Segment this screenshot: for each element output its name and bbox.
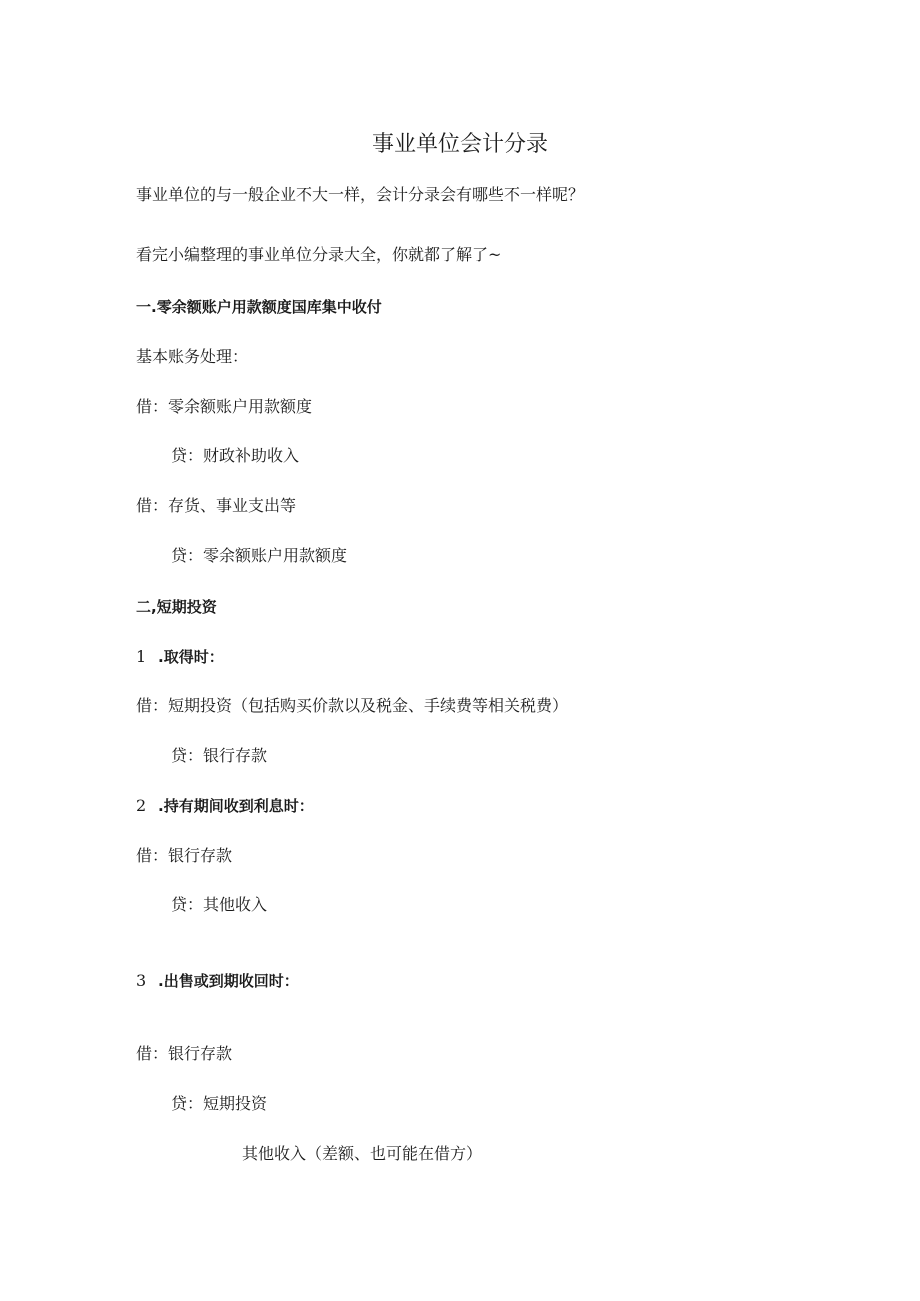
entry-credit-secondary: 其他收入（差额、也可能在借方） — [242, 1144, 483, 1163]
entry-credit: 贷：银行存款 — [171, 746, 268, 765]
entry-credit: 贷：财政补助收入 — [171, 446, 300, 465]
section-1-heading: 一.零余额账户用款额度国库集中收付 — [136, 298, 382, 316]
item-number: 3 — [136, 971, 147, 990]
item-number: 1 — [136, 647, 147, 666]
intro-line-2: 看完小编整理的事业单位分录大全，你就都了解了~ — [136, 245, 502, 264]
intro-line-1: 事业单位的与一般企业不大一样，会计分录会有哪些不一样呢？ — [136, 185, 585, 204]
entry-debit: 借：银行存款 — [136, 1044, 233, 1063]
entry-debit: 借：零余额账户用款额度 — [136, 397, 313, 416]
entry-debit: 借：银行存款 — [136, 846, 233, 865]
entry-credit: 贷：短期投资 — [171, 1094, 268, 1113]
section-1-subheading: 基本账务处理： — [136, 347, 249, 366]
item-2-heading — [136, 795, 314, 817]
section-2-heading: 二,短期投资 — [136, 598, 217, 616]
item-label: .取得时： — [158, 648, 224, 666]
item-label: .持有期间收到利息时： — [158, 797, 314, 815]
item-number: 2 — [136, 796, 147, 815]
item-label: .出售或到期收回时： — [158, 972, 299, 990]
item-1-heading — [136, 646, 224, 668]
entry-credit: 贷：零余额账户用款额度 — [171, 546, 348, 565]
entry-credit: 贷：其他收入 — [171, 895, 268, 914]
page-title: 事业单位会计分录 — [371, 132, 548, 157]
item-3-heading — [136, 970, 299, 992]
entry-debit: 借：短期投资（包括购买价款以及税金、手续费等相关税费） — [136, 696, 569, 715]
entry-debit: 借：存货、事业支出等 — [136, 496, 297, 515]
